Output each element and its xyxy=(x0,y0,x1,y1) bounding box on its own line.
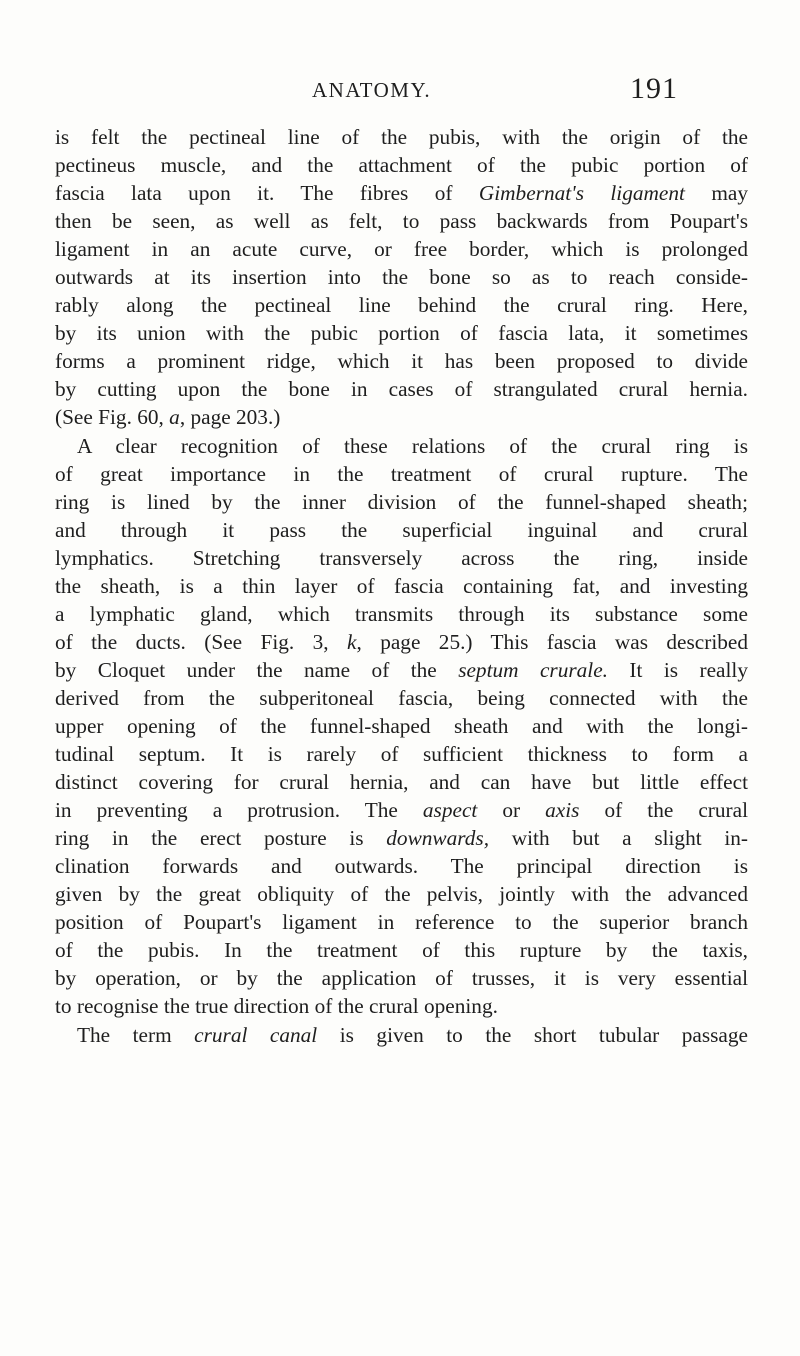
text-segment: derived from the subperitoneal fascia, being connected with the xyxy=(55,685,748,710)
text-segment: position of Poupart's ligament in reference to the superior branch xyxy=(55,910,748,935)
text-segment: the sheath, is a thin layer of fascia containing fat, and investing xyxy=(55,573,748,598)
text-segment: given by the great obliquity of the pelvis, jointly with the advanced xyxy=(55,882,748,907)
running-head xyxy=(0,72,800,112)
text-segment: a lymphatic gland, which transmits through its substance some xyxy=(55,601,748,626)
text-line xyxy=(55,908,748,936)
text-line xyxy=(55,740,748,768)
text-line xyxy=(55,628,748,656)
text-segment: forms a prominent ridge, which it has been proposed to divide xyxy=(55,349,748,374)
text-segment: with but a slight in- xyxy=(489,826,748,851)
text-segment: of the pubis. In the treatment of this rupture by the taxis, xyxy=(55,938,748,963)
italic-term: axis xyxy=(545,798,580,823)
text-line xyxy=(55,235,748,263)
text-line xyxy=(55,375,748,403)
text-segment: A clear recognition of these relations of the crural ring is xyxy=(77,433,748,458)
text-segment: by operation, or by the application of trusses, it is very essential xyxy=(55,966,748,991)
text-segment: by its union with the pubic portion of fascia lata, it sometimes xyxy=(55,321,748,346)
text-line xyxy=(55,403,748,431)
text-line xyxy=(55,1021,748,1049)
text-line xyxy=(55,768,748,796)
text-segment: to recognise the true direction of the crural opening. xyxy=(55,994,498,1019)
text-line xyxy=(55,880,748,908)
text-line xyxy=(55,656,748,684)
text-segment: and through it pass the superficial inguinal and crural xyxy=(55,517,748,542)
page-number: 191 xyxy=(630,72,678,105)
text-segment: of the crural xyxy=(579,798,749,823)
text-line xyxy=(55,600,748,628)
text-line xyxy=(55,319,748,347)
text-segment: is given to the short tubular passage xyxy=(317,1022,748,1047)
italic-term: aspect xyxy=(422,798,478,823)
text-line xyxy=(55,179,748,207)
text-line xyxy=(55,544,748,572)
text-line xyxy=(55,852,748,880)
text-line xyxy=(55,488,748,516)
text-segment: rably along the pectineal line behind the crural ring. Here, xyxy=(55,293,748,318)
text-line xyxy=(55,263,748,291)
body-text xyxy=(55,123,748,1049)
text-line xyxy=(55,347,748,375)
running-title: ANATOMY. xyxy=(312,78,432,102)
text-line xyxy=(55,516,748,544)
text-segment: lymphatics. Stretching transversely across the ring, inside xyxy=(55,545,748,570)
text-segment: distinct covering for crural hernia, and can have but little effect xyxy=(55,770,748,795)
text-line xyxy=(55,432,748,460)
text-line xyxy=(55,291,748,319)
text-segment: pectineus muscle, and the attachment of the pubic portion of xyxy=(55,153,748,178)
italic-term: Gimbernat's ligament xyxy=(478,181,685,206)
text-line xyxy=(55,992,748,1020)
text-segment: It is really xyxy=(607,657,748,682)
text-line xyxy=(55,824,748,852)
text-segment: by cutting upon the bone in cases of strangulated crural hernia. xyxy=(55,377,748,402)
text-segment: or xyxy=(477,798,546,823)
text-line xyxy=(55,460,748,488)
italic-term: a xyxy=(169,405,180,430)
text-segment: upper opening of the funnel-shaped sheath and with the longi- xyxy=(55,713,748,738)
text-line xyxy=(55,151,748,179)
text-line xyxy=(55,936,748,964)
text-line xyxy=(55,207,748,235)
text-segment: is felt the pectineal line of the pubis, with the origin of the xyxy=(55,125,748,149)
text-line xyxy=(55,123,748,151)
text-segment: may xyxy=(684,181,748,206)
text-segment: by Cloquet under the name of the xyxy=(55,657,459,682)
italic-term: crural canal xyxy=(194,1022,318,1047)
text-segment: of great importance in the treatment of crural rupture. The xyxy=(55,461,748,486)
text-segment: then be seen, as well as felt, to pass backwards from Poupart's xyxy=(55,209,748,234)
text-segment: of the ducts. (See Fig. 3, xyxy=(55,629,348,654)
text-segment: , page 203.) xyxy=(179,405,281,430)
italic-term: septum crurale. xyxy=(458,657,608,682)
text-segment: The term xyxy=(77,1022,195,1047)
italic-term: k xyxy=(347,629,357,654)
text-segment: outwards at its insertion into the bone so as to reach conside- xyxy=(55,265,748,290)
text-segment: , page 25.) This fascia was described xyxy=(356,629,748,654)
text-segment: fascia lata upon it. The fibres of xyxy=(55,181,479,206)
text-line xyxy=(55,684,748,712)
text-segment: ring is lined by the inner division of the funnel-shaped sheath; xyxy=(55,489,748,514)
text-segment: (See Fig. 60, xyxy=(55,405,170,430)
text-line xyxy=(55,572,748,600)
text-segment: clination forwards and outwards. The principal direction is xyxy=(55,854,748,879)
text-segment: ligament in an acute curve, or free border, which is prolonged xyxy=(55,237,748,262)
text-segment: tudinal septum. It is rarely of sufficient thickness to form a xyxy=(55,742,748,767)
italic-term: downwards, xyxy=(386,826,490,851)
text-segment: in preventing a protrusion. The xyxy=(55,798,423,823)
text-line xyxy=(55,712,748,740)
text-segment: ring in the erect posture is xyxy=(55,826,387,851)
text-line xyxy=(55,964,748,992)
text-line xyxy=(55,796,748,824)
